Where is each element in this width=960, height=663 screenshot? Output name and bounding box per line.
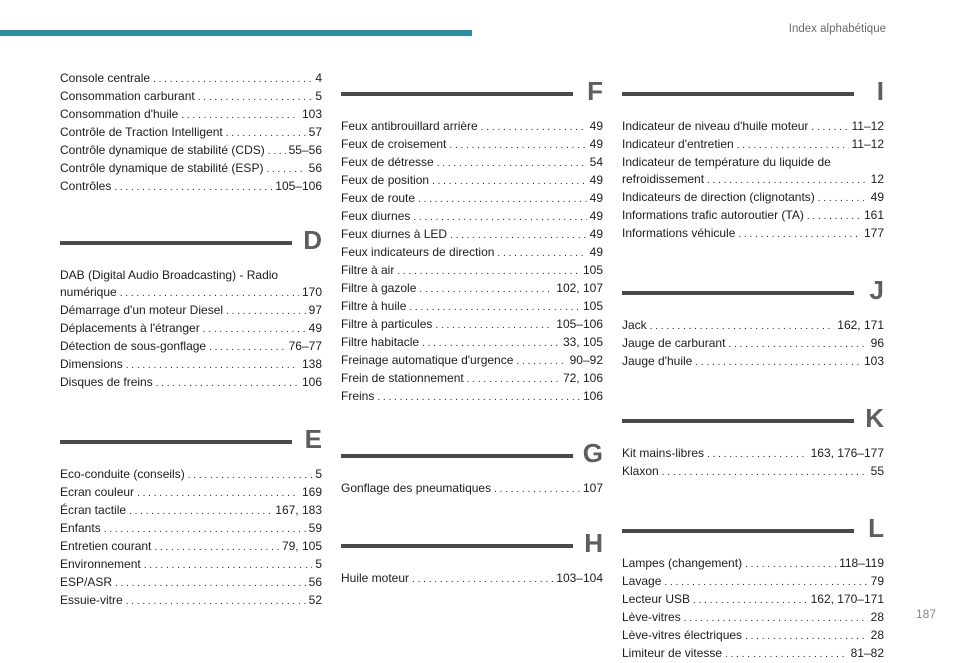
index-section-l [622, 515, 884, 663]
entry-page: 103–104 [556, 571, 603, 585]
dot-leader [664, 573, 867, 591]
dot-leader [738, 225, 861, 243]
dot-leader [494, 480, 580, 498]
index-entry-list [341, 118, 603, 406]
dot-leader [419, 280, 553, 298]
index-section-i [622, 78, 884, 243]
index-entry [622, 445, 884, 463]
dot-leader [226, 124, 306, 142]
dot-leader [745, 555, 836, 573]
entry-page: 49 [589, 191, 603, 205]
index-entry [341, 244, 603, 262]
section-header-g [341, 440, 603, 472]
entry-page: 162, 171 [837, 318, 884, 332]
section-letter: J [869, 275, 884, 305]
entry-term: DAB (Digital Audio Broadcasting) - Radio [60, 268, 279, 282]
entry-page: 49 [589, 227, 603, 241]
dot-leader [198, 88, 313, 106]
index-entry [341, 334, 603, 352]
dot-leader [467, 370, 560, 388]
entry-term: Essuie-vitre [60, 593, 123, 607]
index-entry [341, 352, 603, 370]
entry-page: 72, 106 [562, 371, 603, 385]
dot-leader [126, 592, 306, 610]
index-entry [341, 136, 603, 154]
dot-leader [422, 334, 560, 352]
entry-term: Jauge de carburant [622, 336, 726, 350]
index-section-e [60, 426, 322, 610]
dot-leader [497, 244, 586, 262]
entry-page: 161 [863, 208, 884, 222]
dot-leader [437, 154, 587, 172]
entry-page: 106 [301, 375, 322, 389]
entry-term: Filtre à particules [341, 317, 433, 331]
index-entry [341, 154, 603, 172]
entry-term: Dimensions [60, 357, 123, 371]
index-entry [341, 208, 603, 226]
entry-term: Démarrage d'un moteur Diesel [60, 303, 224, 317]
entry-term: Limiteur de vitesse [622, 646, 723, 660]
section-divider [60, 440, 292, 444]
entry-term-continued: numérique [60, 285, 117, 299]
entry-term: Feux diurnes [341, 209, 411, 223]
section-header-i [622, 78, 884, 110]
section-divider [622, 419, 854, 423]
entry-page: 55 [870, 464, 884, 478]
entry-page: 4 [315, 71, 322, 85]
index-entry [60, 574, 322, 592]
entry-page: 49 [308, 321, 322, 335]
entry-term: Feux de route [341, 191, 416, 205]
index-entry [341, 262, 603, 280]
entry-page: 103 [301, 107, 322, 121]
index-entry-list [341, 480, 603, 498]
dot-leader [156, 374, 299, 392]
section-header-l [622, 515, 884, 547]
entry-page: 11–12 [851, 137, 884, 151]
dot-leader [707, 445, 808, 463]
index-entry [60, 466, 322, 484]
entry-page: 79, 105 [281, 539, 322, 553]
entry-page: 49 [870, 190, 884, 204]
dot-leader [181, 106, 299, 124]
entry-term: Lève-vitres [622, 610, 681, 624]
entry-page: 105 [582, 299, 603, 313]
entry-term: Environnement [60, 557, 141, 571]
entry-term: Filtre à gazole [341, 281, 417, 295]
entry-page: 107 [582, 481, 603, 495]
dot-leader [126, 356, 299, 374]
entry-term: Kit mains-libres [622, 446, 705, 460]
index-entry-list [622, 445, 884, 481]
index-section-j [622, 277, 884, 371]
index-entry [60, 302, 322, 320]
index-entry [622, 317, 884, 335]
index-entry [60, 502, 322, 520]
dot-leader [266, 160, 305, 178]
entry-page: 90–92 [569, 353, 603, 367]
index-entry-list [622, 118, 884, 154]
entry-term: Gonflage des pneumatiques [341, 481, 492, 495]
index-section-f [341, 78, 603, 406]
index-entry [60, 142, 322, 160]
dot-leader [728, 335, 867, 353]
page-number: 187 [915, 607, 936, 621]
section-header-h [341, 530, 603, 562]
entry-term: Lavage [622, 574, 662, 588]
entry-term: Feux de détresse [341, 155, 434, 169]
entry-page: 52 [308, 593, 322, 607]
index-entry [60, 267, 322, 302]
section-letter: E [304, 424, 322, 454]
dot-leader [725, 645, 848, 663]
dot-leader [745, 627, 868, 645]
entry-page: 11–12 [851, 119, 884, 133]
entry-term: Filtre à air [341, 263, 395, 277]
index-entry [622, 189, 884, 207]
section-divider [622, 529, 854, 533]
section-header-j [622, 277, 884, 309]
index-entry [622, 154, 884, 189]
index-entry [60, 106, 322, 124]
dot-leader [516, 352, 566, 370]
dot-leader [115, 574, 306, 592]
entry-term: Disques de freins [60, 375, 153, 389]
index-entry [622, 555, 884, 573]
entry-term: Frein de stationnement [341, 371, 464, 385]
index-entry [622, 225, 884, 243]
entry-page: 97 [308, 303, 322, 317]
entry-page: 162, 170–171 [810, 592, 884, 606]
section-header-e [60, 426, 322, 458]
entry-term: Feux de position [341, 173, 430, 187]
entry-term: Feux antibrouillard arrière [341, 119, 478, 133]
index-entry [60, 160, 322, 178]
section-header-f [341, 78, 603, 110]
entry-term: Ecran couleur [60, 485, 135, 499]
section-letter: K [865, 403, 884, 433]
index-entry-list [60, 70, 322, 196]
index-entry [60, 356, 322, 374]
dot-leader [154, 538, 279, 556]
dot-leader [449, 136, 586, 154]
entry-term: Indicateur de niveau d'huile moteur [622, 119, 809, 133]
entry-page: 28 [870, 628, 884, 642]
section-letter: I [876, 76, 884, 106]
index-entry [341, 190, 603, 208]
index-section-d [60, 227, 322, 392]
index-entry [341, 570, 603, 588]
dot-leader [432, 172, 587, 190]
dot-leader [268, 142, 286, 160]
index-entry-list [622, 317, 884, 371]
index-entry [60, 178, 322, 196]
dot-leader [418, 190, 587, 208]
entry-term: Freinage automatique d'urgence [341, 353, 514, 367]
index-entry [60, 592, 322, 610]
index-entry [60, 70, 322, 88]
index-entry [622, 136, 884, 154]
entry-page: 76–77 [288, 339, 322, 353]
entry-term: Feux indicateurs de direction [341, 245, 495, 259]
entry-term: Eco-conduite (conseils) [60, 467, 185, 481]
dot-leader [818, 189, 868, 207]
index-entry [341, 388, 603, 406]
dot-leader [693, 591, 808, 609]
dot-leader [120, 284, 299, 302]
index-entry [60, 124, 322, 142]
entry-term: Lampes (changement) [622, 556, 743, 570]
entry-page: 138 [301, 357, 322, 371]
dot-leader [144, 556, 313, 574]
dot-leader [129, 502, 272, 520]
section-letter: F [587, 76, 603, 106]
index-entry [341, 298, 603, 316]
entry-term: Jauge d'huile [622, 354, 693, 368]
index-entry [622, 353, 884, 371]
entry-page: 28 [870, 610, 884, 624]
entry-term-continued: refroidissement [622, 172, 705, 186]
section-divider [341, 92, 573, 96]
index-column-2 [341, 78, 603, 588]
entry-page: 105 [582, 263, 603, 277]
header-accent-bar [0, 30, 472, 36]
index-entry [622, 591, 884, 609]
index-entry [60, 556, 322, 574]
entry-page: 81–82 [850, 646, 884, 660]
entry-term: Déplacements à l'étranger [60, 321, 200, 335]
entry-term: Contrôle dynamique de stabilité (CDS) [60, 143, 265, 157]
entry-page: 163, 176–177 [810, 446, 884, 460]
dot-leader [811, 118, 848, 136]
index-entry [60, 374, 322, 392]
section-divider [622, 92, 854, 96]
index-entry-list [341, 570, 603, 588]
index-entry [60, 520, 322, 538]
entry-term: Klaxon [622, 464, 659, 478]
index-section-h [341, 530, 603, 588]
dot-leader [413, 208, 586, 226]
dot-leader [397, 262, 580, 280]
index-entry [341, 118, 603, 136]
entry-term: Entretien courant [60, 539, 152, 553]
entry-page: 105–106 [556, 317, 603, 331]
index-entry [341, 280, 603, 298]
entry-term: Freins [341, 389, 375, 403]
index-entry [622, 645, 884, 663]
entry-page: 12 [870, 172, 884, 186]
dot-leader [226, 302, 306, 320]
entry-term: Jack [622, 318, 647, 332]
dot-leader [737, 136, 849, 154]
dot-leader [450, 226, 587, 244]
dot-leader [650, 317, 835, 335]
entry-term: Filtre à huile [341, 299, 407, 313]
entry-page: 49 [589, 173, 603, 187]
dot-leader [377, 388, 580, 406]
dot-leader [203, 320, 306, 338]
entry-term: Consommation carburant [60, 89, 195, 103]
entry-term: Enfants [60, 521, 101, 535]
entry-page: 49 [589, 137, 603, 151]
section-letter: H [584, 528, 603, 558]
entry-page: 56 [308, 161, 322, 175]
index-entry-list [60, 466, 322, 610]
entry-term: Écran tactile [60, 503, 127, 517]
entry-term: Huile moteur [341, 571, 410, 585]
index-entry [622, 335, 884, 353]
dot-leader [412, 570, 553, 588]
entry-term: Filtre habitacle [341, 335, 420, 349]
entry-page: 177 [863, 226, 884, 240]
index-entry [622, 609, 884, 627]
entry-page: 96 [870, 336, 884, 350]
entry-page: 55–56 [288, 143, 322, 157]
index-section-c [60, 70, 322, 196]
entry-page: 49 [589, 245, 603, 259]
section-divider [341, 454, 573, 458]
entry-term: ESP/ASR [60, 575, 113, 589]
section-header-k [622, 405, 884, 437]
index-entry [60, 338, 322, 356]
index-entry [622, 118, 884, 136]
index-entry [622, 463, 884, 481]
entry-term: Lève-vitres électriques [622, 628, 743, 642]
index-column-3 [622, 78, 884, 663]
dot-leader [104, 520, 306, 538]
section-divider [60, 241, 292, 245]
index-entry [622, 207, 884, 225]
dot-leader [137, 484, 299, 502]
entry-page: 170 [301, 285, 322, 299]
entry-term: Feux diurnes à LED [341, 227, 448, 241]
entry-page: 56 [308, 575, 322, 589]
dot-leader [409, 298, 580, 316]
dot-leader [114, 178, 272, 196]
entry-page: 59 [308, 521, 322, 535]
entry-page: 103 [863, 354, 884, 368]
entry-page: 49 [589, 209, 603, 223]
entry-page: 167, 183 [275, 503, 322, 517]
entry-term: Console centrale [60, 71, 151, 85]
dot-leader [695, 353, 861, 371]
dot-leader [807, 207, 861, 225]
index-entry [622, 573, 884, 591]
entry-page: 49 [589, 119, 603, 133]
dot-leader [435, 316, 553, 334]
index-entry [60, 484, 322, 502]
dot-leader [209, 338, 286, 356]
index-entry-list [622, 555, 884, 663]
entry-page: 57 [308, 125, 322, 139]
entry-term: Indicateurs de direction (clignotants) [622, 190, 815, 204]
index-entry-list [60, 302, 322, 392]
entry-term: Lecteur USB [622, 592, 691, 606]
entry-term: Informations trafic autoroutier (TA) [622, 208, 804, 222]
entry-term: Contrôle de Traction Intelligent [60, 125, 223, 139]
index-entry [341, 226, 603, 244]
index-entry [60, 320, 322, 338]
section-divider [341, 544, 573, 548]
entry-term: Contrôles [60, 179, 112, 193]
section-letter: L [868, 513, 884, 543]
entry-term: Indicateur d'entretien [622, 137, 734, 151]
entry-page: 5 [315, 89, 322, 103]
page-header-title: Index alphabétique [788, 23, 886, 35]
entry-page: 118–119 [839, 556, 884, 570]
entry-page: 5 [315, 467, 322, 481]
entry-page: 54 [589, 155, 603, 169]
entry-term: Feux de croisement [341, 137, 447, 151]
entry-term: Informations véhicule [622, 226, 736, 240]
dot-leader [153, 70, 312, 88]
entry-page: 33, 105 [562, 335, 603, 349]
index-entry [341, 480, 603, 498]
dot-leader [684, 609, 868, 627]
index-section-k [622, 405, 884, 481]
dot-leader [481, 118, 587, 136]
section-header-d [60, 227, 322, 259]
entry-term: Consommation d'huile [60, 107, 179, 121]
dot-leader [662, 463, 868, 481]
index-entry [622, 627, 884, 645]
section-letter: G [582, 438, 603, 468]
entry-term: Détection de sous-gonflage [60, 339, 207, 353]
dot-leader [188, 466, 313, 484]
index-entry [60, 88, 322, 106]
entry-page: 106 [582, 389, 603, 403]
section-letter: D [303, 225, 322, 255]
section-divider [622, 291, 854, 295]
entry-term: Indicateur de température du liquide de [622, 155, 831, 169]
entry-term: Contrôle dynamique de stabilité (ESP) [60, 161, 264, 175]
index-entry [341, 172, 603, 190]
index-entry [60, 538, 322, 556]
index-entry [341, 370, 603, 388]
index-entry-list [622, 189, 884, 243]
entry-page: 5 [315, 557, 322, 571]
index-entry [341, 316, 603, 334]
entry-page: 79 [870, 574, 884, 588]
entry-page: 105–106 [275, 179, 322, 193]
dot-leader [707, 171, 868, 189]
index-section-g [341, 440, 603, 498]
index-column-1 [60, 70, 322, 610]
entry-page: 102, 107 [556, 281, 603, 295]
entry-page: 169 [301, 485, 322, 499]
